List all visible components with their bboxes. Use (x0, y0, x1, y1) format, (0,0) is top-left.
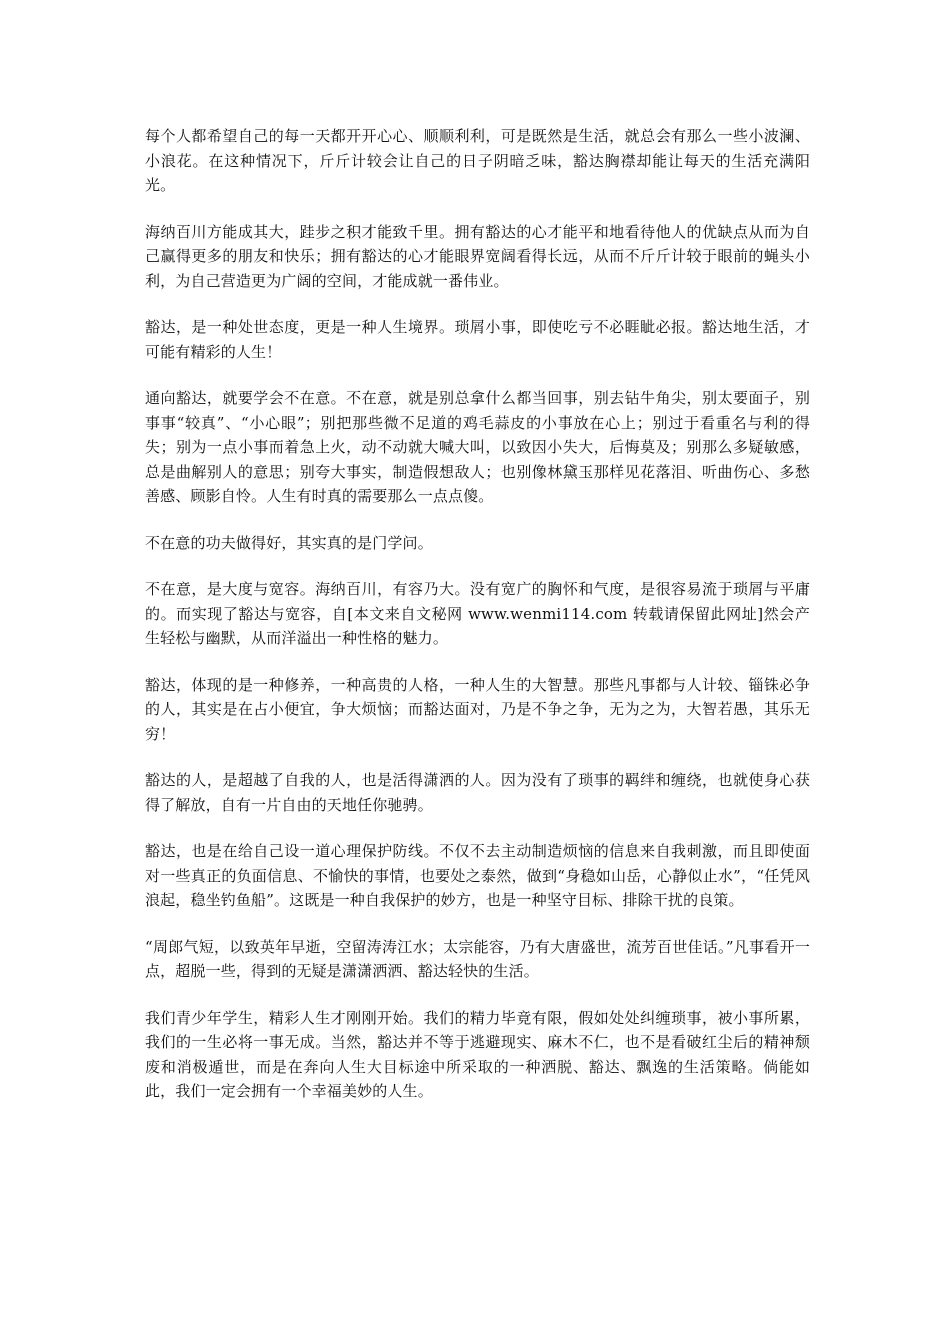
paragraph-7: 豁达，体现的是一种修养，一种高贵的人格，一种人生的大智慧。那些凡事都与人计较、锱铢必争的人，其实是在占小便宜，争大烦恼；而豁达面对，乃是不争之争，无为之为，大智若愚，其乐无穷！ (145, 675, 810, 743)
document-body (145, 124, 810, 1126)
paragraph-9: 豁达，也是在给自己设一道心理保护防线。不仅不去主动制造烦恼的信息来自我刺激，而且即使面对一些真正的负面信息、不愉快的事情，也要处之泰然，做到“身稳如山岳，心静似止水”，“任凭风浪起，稳坐钓鱼船”。这既是一种自我保护的妙方，也是一种坚守目标、排除干扰的良策。 (145, 842, 810, 909)
paragraph-10: “周郎气短，以致英年早逝，空留涛涛江水；太宗能容，乃有大唐盛世，流芳百世佳话。”凡事看开一点，超脱一些，得到的无疑是潇潇洒洒、豁达轻快的生活。 (145, 937, 810, 980)
paragraph-1: 每个人都希望自己的每一天都开开心心、顺顺利利，可是既然是生活，就总会有那么一些小波澜、小浪花。在这种情况下，斤斤计较会让自己的日子阴暗乏味，豁达胸襟却能让每天的生活充满阳光。 (145, 127, 810, 194)
paragraph-3: 豁达，是一种处世态度，更是一种人生境界。琐屑小事，即使吃亏不必睚眦必报。豁达地生活，才可能有精彩的人生！ (145, 318, 810, 361)
paragraph-4: 通向豁达，就要学会不在意。不在意，就是别总拿什么都当回事，别去钻牛角尖，别太要面子，别事事“较真”、“小心眼”；别把那些微不足道的鸡毛蒜皮的小事放在心上；别过于看重名与利的得失；别为一点小事而着急上火，动不动就大喊大叫，以致因小失大，后悔莫及；别那么多疑敏感，总是曲解别人的意思；别夸大事实，制造假想敌人；也别像林黛玉那样见花落泪、听曲伤心、多愁善感、顾影自怜。人生有时真的需要那么一点点傻。 (145, 389, 810, 505)
paragraph-11: 我们青少年学生，精彩人生才刚刚开始。我们的精力毕竟有限，假如处处纠缠琐事，被小事所累，我们的一生必将一事无成。当然，豁达并不等于逃避现实、麻木不仁，也不是看破红尘后的精神颓废和消极遁世，而是在奔向人生大目标途中所采取的一种洒脱、豁达、飘逸的生活策略。倘能如此，我们一定会拥有一个幸福美妙的人生。 (145, 1008, 810, 1100)
paragraph-8: 豁达的人，是超越了自我的人，也是活得潇洒的人。因为没有了琐事的羁绊和缠绕，也就使身心获得了解放，自有一片自由的天地任你驰骋。 (145, 771, 810, 814)
paragraph-5: 不在意的功夫做得好，其实真的是门学问。 (145, 533, 433, 552)
paragraph-2: 海纳百川方能成其大，跬步之积才能致千里。拥有豁达的心才能平和地看待他人的优缺点从而为自己赢得更多的朋友和快乐；拥有豁达的心才能眼界宽阔看得长远，从而不斤斤计较于眼前的蝇头小利，为自己营造更为广阔的空间，才能成就一番伟业。 (145, 222, 810, 290)
paragraph-6: 不在意，是大度与宽容。海纳百川，有容乃大。没有宽广的胸怀和气度，是很容易流于琐屑与平庸的。而实现了豁达与宽容，自[本文来自文秘网 www.wenmi114.com 转载请保留此网址]然会产生轻松与幽默，从而洋溢出一种性格的魅力。 (145, 580, 810, 647)
